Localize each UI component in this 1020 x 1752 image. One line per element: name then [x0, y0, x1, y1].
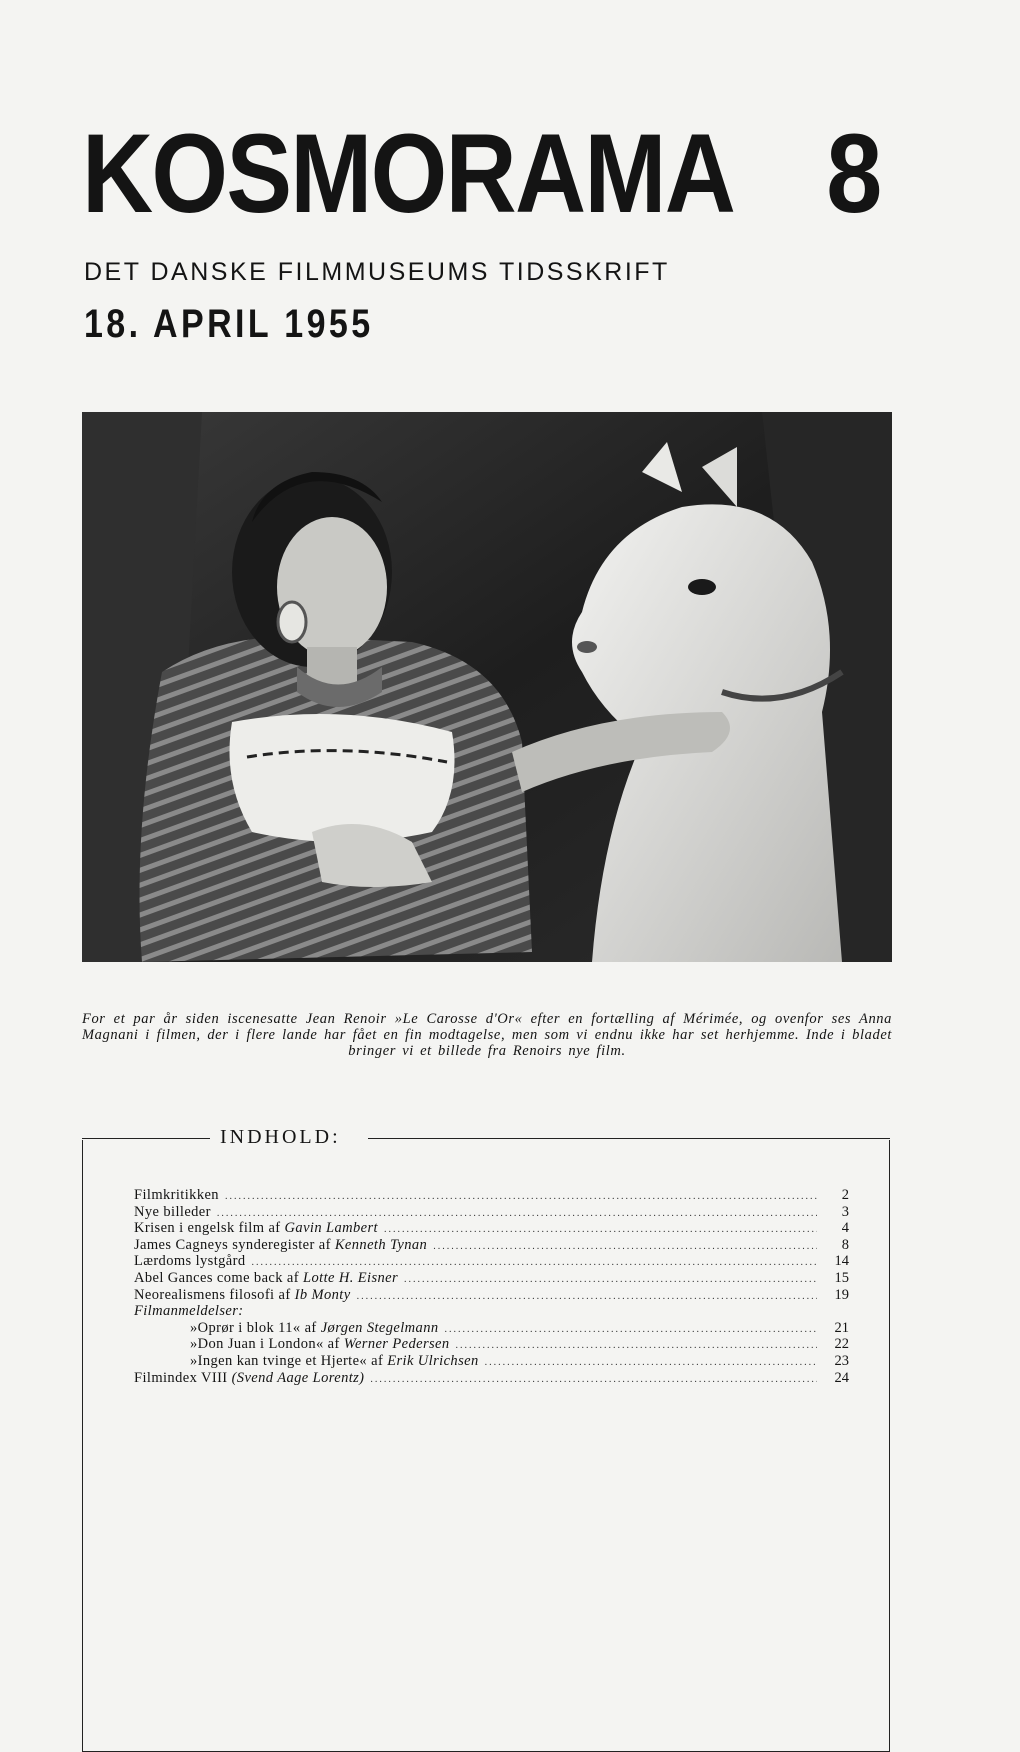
- photo-caption: For et par år siden iscenesatte Jean Renoir »Le Carosse d'Or« efter en fortælling af Mérimée, og ovenfor ses Anna Magnani i filmen, der i flere lande har fået en fin modtagelse, men som vi endnu ikke har set herhjemme. Inde i bladet bringer vi et billede fra Renoirs nye film.: [82, 1010, 892, 1059]
- contents-item: Neorealismens filosofi af Ib Monty ..... 19: [134, 1287, 849, 1304]
- masthead: [82, 111, 882, 238]
- contents-item: Filmindex VIII (Svend Aage Lorentz) ..... 24: [134, 1370, 849, 1387]
- cover-photo: [82, 412, 892, 962]
- contents-heading: INDHOLD:: [220, 1126, 341, 1148]
- contents-item: James Cagneys synderegister af Kenneth Tynan ..... 8: [134, 1237, 849, 1254]
- contents-item: Abel Gances come back af Lotte H. Eisner ..... 15: [134, 1270, 849, 1287]
- cover-photo-illustration: [82, 412, 892, 962]
- contents-item: Nye billeder ..... 3: [134, 1204, 849, 1221]
- contents-item: Filmkritikken ..... 2: [134, 1187, 849, 1204]
- contents-sub-item: »Don Juan i London« af Werner Pedersen ..... 22: [134, 1336, 849, 1353]
- contents-item: Krisen i engelsk film af Gavin Lambert ..... 4: [134, 1220, 849, 1237]
- contents-item: Lærdoms lystgård ..... 14: [134, 1253, 849, 1270]
- issue-date: 18. APRIL 1955: [84, 302, 374, 346]
- issue-number: 8: [825, 111, 882, 236]
- contents-sub-item: »Ingen kan tvinge et Hjerte« af Erik Ulrichsen ..... 23: [134, 1353, 849, 1370]
- contents-section-label: Filmanmeldelser:: [134, 1303, 244, 1320]
- magazine-title: KOSMORAMA: [82, 111, 735, 236]
- contents-list: [134, 1187, 849, 1386]
- magazine-subtitle: DET DANSKE FILMMUSEUMS TIDSSKRIFT: [84, 258, 670, 286]
- contents-sub-item: »Oprør i blok 11« af Jørgen Stegelmann ..... 21: [134, 1320, 849, 1337]
